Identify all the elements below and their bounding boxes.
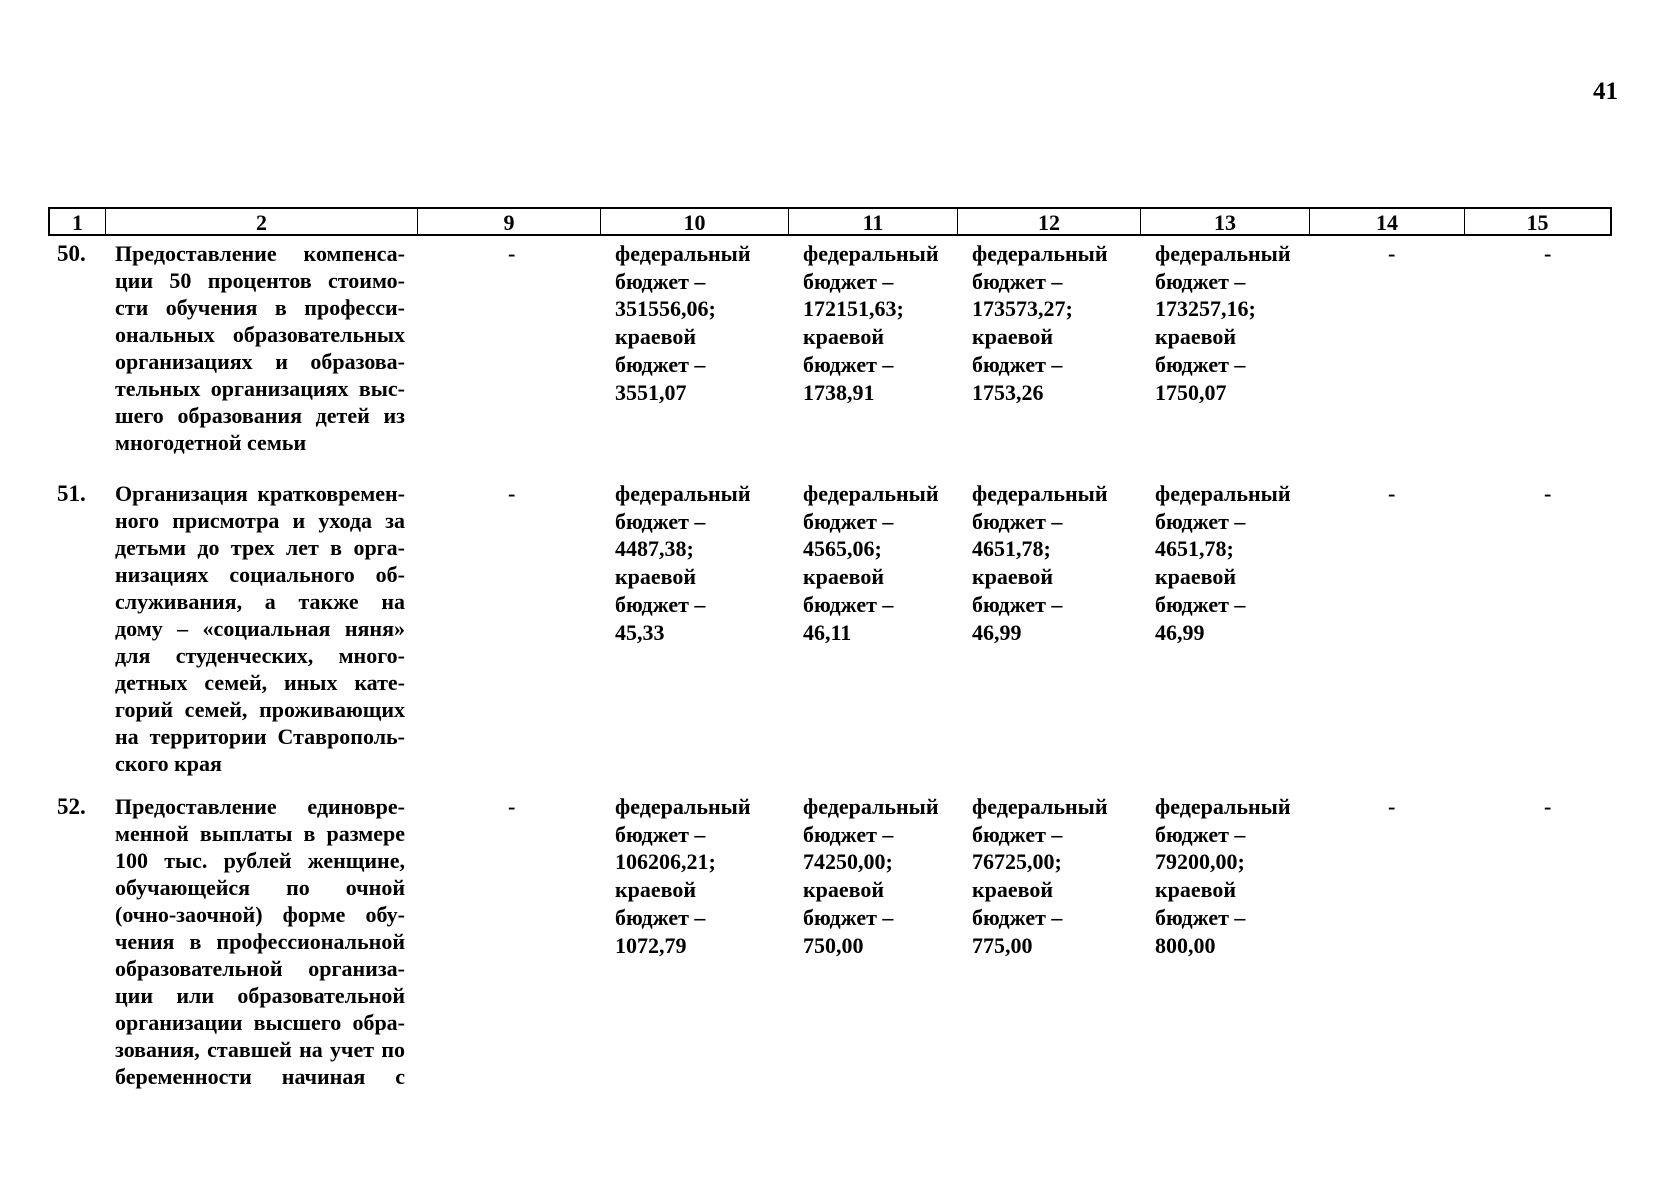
description-line: организациях и образова-: [115, 349, 405, 374]
budget-line: федеральный: [972, 794, 1108, 819]
description-line: ного присмотра и ухода за: [115, 508, 405, 533]
budget-line: бюджет –: [615, 351, 706, 377]
col10-value: [615, 793, 751, 959]
col11-value: [803, 240, 939, 406]
description-line: (очно-заочной) форме обу-: [115, 902, 405, 927]
budget-line: краевой: [1155, 324, 1237, 350]
col9-value: -: [508, 481, 516, 506]
row-number: 51.: [57, 481, 86, 506]
header-col-11: 11: [789, 209, 958, 234]
budget-line: 750,00: [803, 932, 864, 958]
description-line: многодетной семьи: [115, 430, 307, 455]
col13-value: [1155, 240, 1291, 406]
budget-line: федеральный: [615, 481, 751, 506]
budget-line: 106206,21;: [615, 849, 716, 875]
budget-line: 4651,78;: [1155, 536, 1234, 562]
description-line: детных семей, иных кате-: [115, 670, 405, 695]
budget-line: 46,99: [1155, 619, 1205, 645]
budget-line: 4565,06;: [803, 536, 882, 562]
description-line: шего образования детей из: [115, 403, 405, 428]
budget-line: краевой: [1155, 877, 1237, 903]
budget-line: бюджет –: [1155, 821, 1246, 847]
budget-line: 46,11: [803, 619, 852, 645]
budget-line: федеральный: [972, 241, 1108, 266]
description-line: 100 тыс. рублей женщине,: [115, 848, 405, 873]
budget-line: бюджет –: [1155, 268, 1246, 294]
budget-line: бюджет –: [972, 821, 1063, 847]
description-line: образовательной организа-: [115, 956, 405, 981]
budget-line: бюджет –: [803, 268, 894, 294]
description-line: ональных образовательных: [115, 322, 405, 347]
description-line: служивания, а также на: [115, 589, 405, 614]
description-line: организации высшего обра-: [115, 1010, 405, 1035]
budget-line: бюджет –: [615, 904, 706, 930]
col10-value: [615, 480, 751, 646]
header-col-10: 10: [601, 209, 789, 234]
description-line: тельных организациях выс-: [115, 376, 405, 401]
budget-line: бюджет –: [972, 904, 1063, 930]
budget-line: бюджет –: [803, 351, 894, 377]
budget-line: 74250,00;: [803, 849, 893, 875]
budget-line: бюджет –: [803, 821, 894, 847]
budget-line: 173257,16;: [1155, 296, 1256, 322]
budget-line: краевой: [803, 324, 885, 350]
row-description: [115, 480, 405, 777]
col9-value: -: [508, 241, 516, 266]
description-line: низациях социального об-: [115, 562, 405, 587]
budget-line: федеральный: [1155, 481, 1291, 506]
col9-value: -: [508, 794, 516, 819]
budget-line: 3551,07: [615, 379, 687, 405]
budget-line: бюджет –: [972, 508, 1063, 534]
col12-value: [972, 793, 1108, 959]
budget-line: краевой: [1155, 564, 1237, 590]
budget-line: федеральный: [803, 241, 939, 266]
budget-line: 800,00: [1155, 932, 1216, 958]
budget-line: федеральный: [803, 481, 939, 506]
col15-value: -: [1544, 481, 1552, 506]
budget-line: краевой: [972, 877, 1054, 903]
header-col-9: 9: [418, 209, 601, 234]
budget-line: бюджет –: [615, 508, 706, 534]
budget-line: бюджет –: [615, 268, 706, 294]
budget-line: 1738,91: [803, 379, 875, 405]
description-line: ции 50 процентов стоимо-: [115, 268, 405, 293]
description-line: сти обучения в професси-: [115, 295, 405, 320]
budget-line: бюджет –: [1155, 591, 1246, 617]
budget-line: 351556,06;: [615, 296, 716, 322]
budget-line: бюджет –: [1155, 351, 1246, 377]
budget-line: краевой: [615, 564, 697, 590]
budget-line: 172151,63;: [803, 296, 904, 322]
page-number: 41: [1593, 78, 1618, 105]
budget-line: федеральный: [615, 794, 751, 819]
col15-value: -: [1544, 794, 1552, 819]
budget-line: краевой: [803, 564, 885, 590]
col10-value: [615, 240, 751, 406]
budget-line: федеральный: [803, 794, 939, 819]
row-number: 52.: [57, 794, 86, 819]
budget-line: 775,00: [972, 932, 1033, 958]
budget-line: бюджет –: [972, 351, 1063, 377]
col14-value: -: [1388, 241, 1396, 266]
description-line: детьми до трех лет в орга-: [115, 535, 405, 560]
budget-line: бюджет –: [803, 904, 894, 930]
description-line: беременности начиная с: [115, 1064, 405, 1089]
col13-value: [1155, 793, 1291, 959]
col13-value: [1155, 480, 1291, 646]
budget-line: 76725,00;: [972, 849, 1062, 875]
header-col-2: 2: [106, 209, 418, 234]
col14-value: -: [1388, 794, 1396, 819]
table-header: [48, 207, 1612, 236]
col12-value: [972, 240, 1108, 406]
budget-line: 1072,79: [615, 932, 687, 958]
budget-line: федеральный: [615, 241, 751, 266]
budget-line: краевой: [803, 877, 885, 903]
description-line: дому – «социальная няня»: [115, 616, 405, 641]
budget-line: бюджет –: [615, 591, 706, 617]
budget-line: 1753,26: [972, 379, 1044, 405]
budget-line: 45,33: [615, 619, 665, 645]
description-line: ции или образовательной: [115, 983, 405, 1008]
budget-line: федеральный: [1155, 241, 1291, 266]
description-line: на территории Ставрополь-: [115, 724, 405, 749]
col14-value: -: [1388, 481, 1396, 506]
col11-value: [803, 480, 939, 646]
budget-line: бюджет –: [1155, 508, 1246, 534]
budget-line: бюджет –: [803, 508, 894, 534]
row-number: 50.: [57, 241, 86, 266]
budget-line: 4487,38;: [615, 536, 694, 562]
budget-line: 173573,27;: [972, 296, 1073, 322]
budget-line: бюджет –: [972, 268, 1063, 294]
budget-line: бюджет –: [972, 591, 1063, 617]
budget-line: 46,99: [972, 619, 1022, 645]
description-line: обучающейся по очной: [115, 875, 405, 900]
budget-line: 79200,00;: [1155, 849, 1245, 875]
budget-line: бюджет –: [615, 821, 706, 847]
budget-line: федеральный: [1155, 794, 1291, 819]
budget-line: бюджет –: [1155, 904, 1246, 930]
col11-value: [803, 793, 939, 959]
description-line: зования, ставшей на учет по: [115, 1037, 405, 1062]
header-col-15: 15: [1526, 210, 1549, 235]
col12-value: [972, 480, 1108, 646]
header-col-14: 14: [1310, 209, 1465, 234]
description-line: Предоставление компенса-: [115, 241, 405, 266]
header-col-12: 12: [958, 209, 1141, 234]
budget-line: краевой: [615, 877, 697, 903]
row-description: [115, 240, 405, 456]
budget-line: краевой: [972, 564, 1054, 590]
budget-line: бюджет –: [803, 591, 894, 617]
row-description: [115, 793, 405, 1090]
budget-line: краевой: [615, 324, 697, 350]
budget-line: 4651,78;: [972, 536, 1051, 562]
description-line: менной выплаты в размере: [115, 821, 405, 846]
col15-value: -: [1544, 241, 1552, 266]
budget-line: краевой: [972, 324, 1054, 350]
budget-line: 1750,07: [1155, 379, 1227, 405]
budget-line: федеральный: [972, 481, 1108, 506]
header-col-1: 1: [50, 209, 106, 234]
description-line: горий семей, проживающих: [115, 697, 405, 722]
header-col-13: 13: [1141, 209, 1310, 234]
description-line: для студенческих, много-: [115, 643, 405, 668]
description-line: ского края: [115, 751, 222, 776]
description-line: чения в профессиональной: [115, 929, 405, 954]
description-line: Предоставление единовре-: [115, 794, 405, 819]
description-line: Организация кратковремен-: [115, 481, 405, 506]
